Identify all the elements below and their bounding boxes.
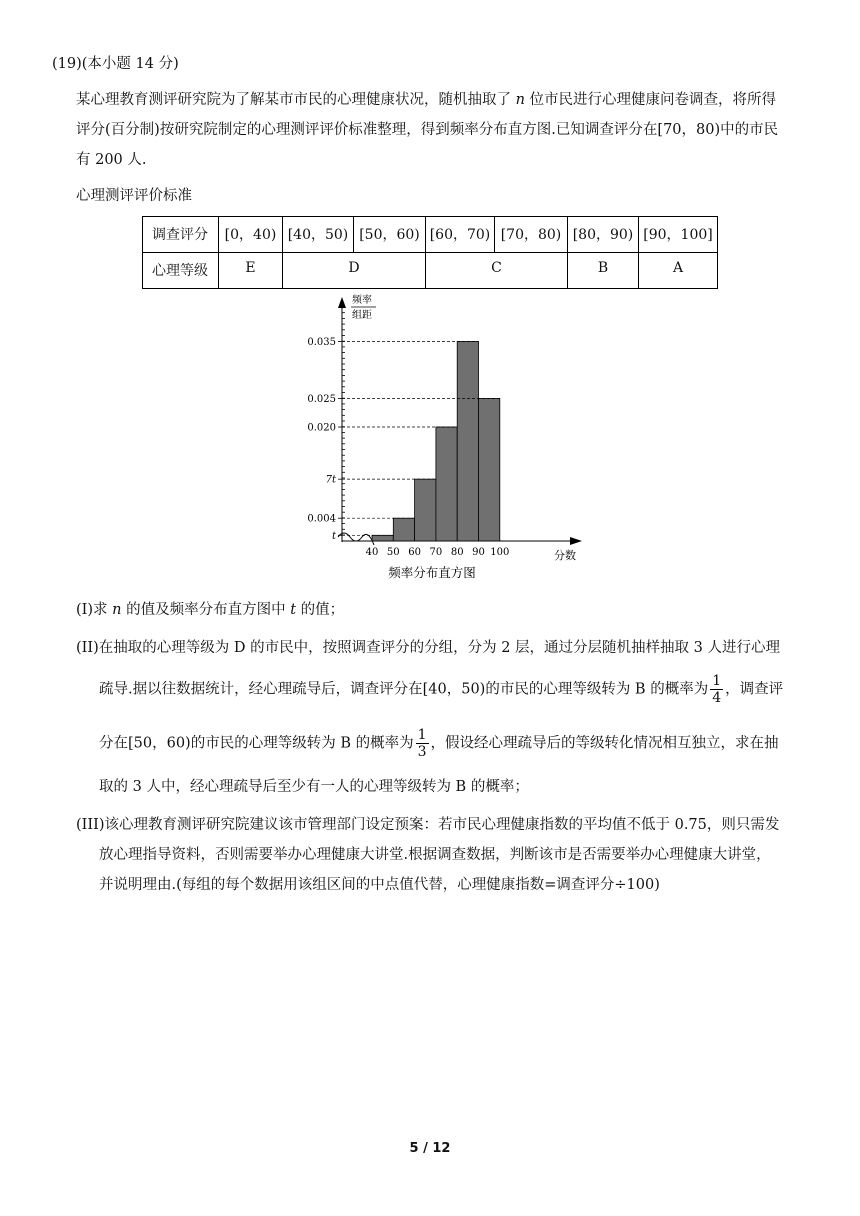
y-axis-arrow <box>338 297 346 308</box>
table-cell: [80，90) <box>568 217 639 253</box>
y-tick-label: 0.025 <box>307 394 336 405</box>
table-cell: A <box>639 253 718 289</box>
intro-line-1 <box>76 85 776 115</box>
y-label-top: 频率 <box>352 295 372 306</box>
intro-line-3: 有 200 人. <box>76 152 147 168</box>
q2-text: 分在[50，60)的市民的心理等级转为 B 的概率为 <box>99 735 414 752</box>
question-2-line-3 <box>99 727 779 760</box>
y-tick-label: 7t <box>325 474 336 486</box>
y-label-bottom: 组距 <box>352 310 372 321</box>
table-header-cell: 调查评分 <box>143 217 219 253</box>
histogram-bar <box>479 399 500 542</box>
table-row <box>143 217 718 253</box>
y-tick-label: 0.020 <box>307 422 336 434</box>
x-tick-label: 90 <box>472 547 485 558</box>
var-n: n <box>515 92 525 108</box>
question-2-line-2 <box>99 673 783 706</box>
intro-text: 位市民进行心理健康问卷调查，将所得 <box>524 92 777 108</box>
table-cell: [50，60) <box>354 217 426 253</box>
q2-text: ，调查评 <box>725 681 784 698</box>
page-number: 5 / 12 <box>409 1141 451 1156</box>
q2-text: ，假设经心理疏导后的等级转化情况相互独立，求在抽 <box>430 735 779 752</box>
question-2-line-4: 取的 3 人中，经心理疏导后至少有一人的心理等级转为 B 的概率； <box>99 779 529 795</box>
question-3-line-1: (III)该心理教育测评研究院建议该市管理部门设定预案：若市民心理健康指数的平均值不低于 0.75，则只需发 <box>76 817 780 833</box>
chart-title: 频率分布直方图 <box>388 565 476 580</box>
x-tick-label: 50 <box>386 547 400 558</box>
q1-text: 的值及频率分布直方图中 <box>121 602 291 618</box>
table-cell: [90，100] <box>639 217 718 253</box>
histogram-bar <box>372 535 393 541</box>
table-cell: D <box>283 253 426 289</box>
intro-line-2: 评分(百分制)按研究院制定的心理测评评价标准整理，得到频率分布直方图.已知调查评分在[70，80)中的市民 <box>76 122 779 138</box>
x-tick-label: 40 <box>365 547 379 558</box>
question-2-line-1: (II)在抽取的心理等级为 D 的市民中，按照调查评分的分组，分为 2 层，通过分层随机抽样抽取 3 人进行心理 <box>76 640 780 656</box>
histogram-bar <box>415 479 436 541</box>
table-cell: [70，80) <box>495 217 568 253</box>
q2-text: 疏导.据以往数据统计，经心理疏导后，调查评分在[40，50)的市民的心理等级转为 B 的概率为 <box>99 681 709 698</box>
fraction-denominator: 4 <box>712 690 722 706</box>
fraction-numerator: 1 <box>712 673 722 689</box>
x-tick-label: 70 <box>429 547 443 558</box>
question-3-line-2: 放心理指导资料，否则需要举办心理健康大讲堂.根据调查数据，判断该市是否需要举办心理健康大讲堂， <box>99 847 771 863</box>
table-title: 心理测评评价标准 <box>76 188 192 204</box>
fraction-denominator: 3 <box>417 744 427 760</box>
histogram-bar <box>436 427 457 541</box>
x-axis-arrow <box>570 537 582 545</box>
table-cell: E <box>219 253 283 289</box>
histogram-bar <box>457 342 478 542</box>
fraction-one-third <box>416 727 429 760</box>
table-cell: [60，70) <box>426 217 495 253</box>
table-cell: [40，50) <box>283 217 354 253</box>
q1-text: (I)求 <box>76 602 113 618</box>
table-cell: C <box>426 253 568 289</box>
q1-text: 的值； <box>296 602 345 618</box>
intro-text: 某心理教育测评研究院为了解某市市民的心理健康状况，随机抽取了 <box>76 92 516 108</box>
question-1 <box>76 595 344 625</box>
frequency-histogram <box>290 292 590 592</box>
var-n: n <box>112 602 122 618</box>
histogram-bar <box>393 518 414 541</box>
question-3-line-3: 并说明理由.(每组的每个数据用该组区间的中点值代替，心理健康指数=调查评分÷100) <box>99 877 660 893</box>
table-header-cell: 心理等级 <box>143 253 219 289</box>
table-row <box>143 253 718 289</box>
x-tick-label: 100 <box>490 547 510 558</box>
x-tick-label: 80 <box>450 547 464 558</box>
evaluation-standard-table <box>142 216 718 289</box>
table-cell: B <box>568 253 639 289</box>
problem-header: (19)(本小题 14 分) <box>52 56 179 72</box>
y-tick-label: t <box>331 530 336 542</box>
fraction-numerator: 1 <box>417 727 427 743</box>
x-tick-label: 60 <box>408 547 421 558</box>
table-cell: [0，40) <box>219 217 283 253</box>
x-axis-label: 分数 <box>554 549 576 562</box>
y-tick-label: 0.035 <box>307 337 336 348</box>
y-tick-label: 0.004 <box>307 513 336 525</box>
var-t: t <box>290 602 297 618</box>
fraction-one-quarter <box>710 673 723 706</box>
